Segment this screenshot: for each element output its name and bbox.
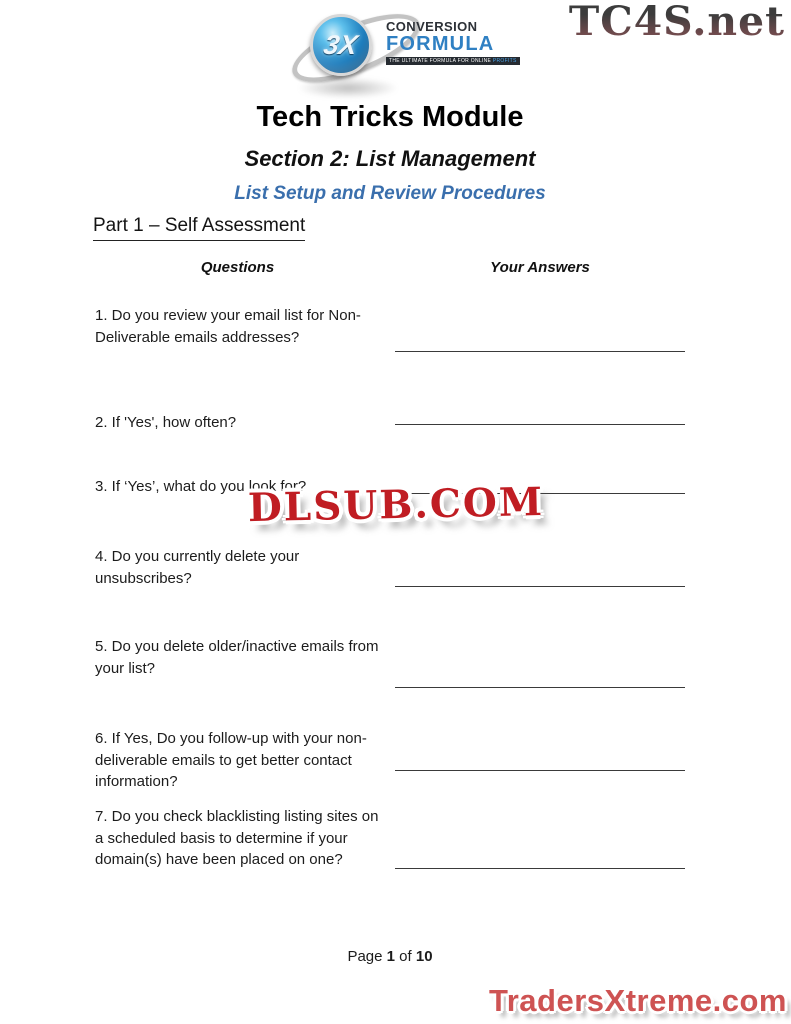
tradersxtreme-watermark: TradersXtreme.com: [489, 983, 787, 1018]
subsection-title: List Setup and Review Procedures: [234, 183, 546, 204]
answer-line: [395, 586, 685, 587]
dlsub-watermark: DLSUB.COM: [246, 478, 545, 532]
logo-tagline-text: THE ULTIMATE FORMULA FOR ONLINE: [389, 58, 493, 64]
question-text: 7. Do you check blacklisting listing sites on a scheduled basis to determine if your domain(s) have been placed on one?: [95, 808, 379, 868]
question-text: 1. Do you review your email list for Non-Deliverable emails addresses?: [95, 307, 361, 346]
logo-orb-text: 3X: [321, 29, 361, 60]
conversion-formula-logo: [298, 6, 517, 102]
logo-line2: FORMULA: [386, 33, 495, 55]
answers-column-header: Your Answers: [490, 259, 590, 276]
section-title: Section 2: List Management: [244, 146, 536, 171]
question-text: 4. Do you currently delete your unsubscribes?: [95, 548, 300, 587]
question-text: 2. If 'Yes', how often?: [95, 414, 237, 431]
question-text: 5. Do you delete older/inactive emails from your list?: [95, 638, 379, 677]
question-text: 3. If ‘Yes’, what do you look for?: [95, 478, 307, 495]
questions-column-header: Questions: [200, 259, 275, 276]
answer-line: [395, 770, 685, 771]
tc4s-watermark: TC4S.net: [569, 0, 786, 45]
logo-orb: [310, 14, 372, 76]
answer-line: [395, 687, 685, 688]
logo-tagline: [386, 57, 520, 65]
logo-text-block: [386, 19, 520, 65]
answer-line: [395, 351, 685, 352]
footer-page-total: 10: [415, 948, 433, 965]
footer-page-label: Page: [347, 948, 383, 965]
logo-reflection: [300, 78, 396, 98]
question-text: 6. If Yes, Do you follow-up with your non-deliverable emails to get better contact information?: [95, 730, 367, 790]
footer-of-label: of: [399, 948, 412, 965]
answer-line: [395, 424, 685, 425]
answer-line: [395, 868, 685, 869]
page-footer: [0, 948, 780, 965]
part-heading: Part 1 – Self Assessment: [93, 215, 305, 241]
footer-page-current: 1: [386, 948, 395, 965]
page-title: Tech Tricks Module: [256, 101, 524, 133]
logo-tagline-accent: PROFITS: [492, 58, 517, 64]
logo-line1: CONVERSION: [386, 19, 478, 34]
